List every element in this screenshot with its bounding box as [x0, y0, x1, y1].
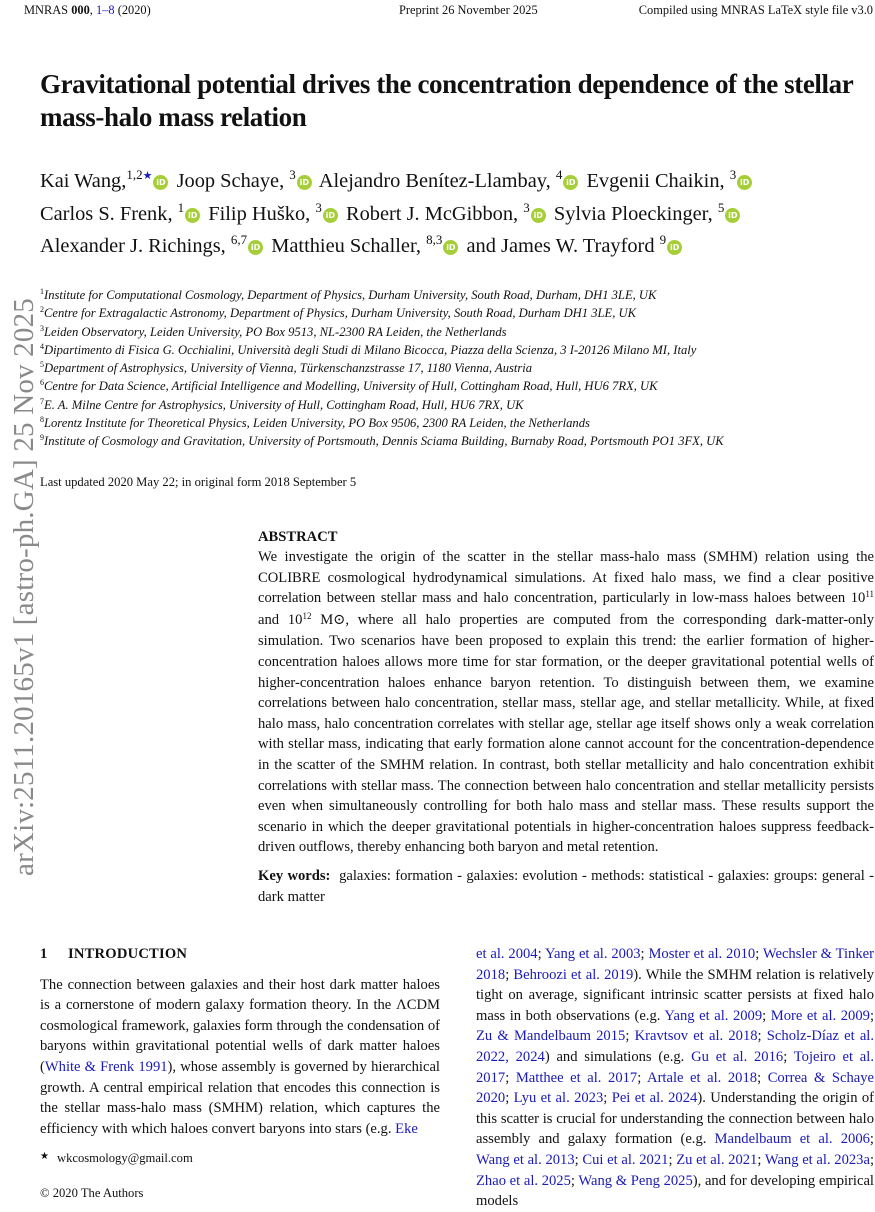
orcid-icon[interactable]: iD — [323, 208, 338, 223]
journal-citation: MNRAS 000, 1–8 (2020) — [24, 3, 151, 17]
last-updated: Last updated 2020 May 22; in original form 2018 September 5 — [40, 475, 357, 489]
volume: 000 — [71, 3, 90, 17]
affiliation-list — [40, 287, 860, 452]
citation-link[interactable]: Matthee et al. 2017 — [515, 1069, 638, 1086]
author — [586, 167, 755, 192]
footnote-star-icon: ★ — [40, 1151, 49, 1162]
body-text: ), and for developing empirical models — [476, 1172, 874, 1210]
body-text: ; — [783, 1048, 794, 1065]
body-text: ; — [603, 1090, 612, 1107]
affiliation: $^4$Dipartimento di Fisica G. Occhialini, Università degli Studi di Milano Bicocca, Piazza della Scienza, 3 I-20126 Milano MI, Italy — [40, 341, 697, 357]
body-text: ; — [570, 1172, 579, 1189]
author — [553, 200, 744, 225]
citation-link[interactable]: Artale et al. 2018 — [647, 1069, 758, 1086]
orcid-icon[interactable]: iD — [531, 208, 546, 223]
author — [40, 167, 171, 192]
orcid-icon[interactable]: iD — [297, 175, 312, 190]
footnote-email[interactable]: wkcosmology@gmail.com — [56, 1151, 193, 1165]
citation-link[interactable]: Wang et al. 2013 — [476, 1151, 575, 1168]
introduction-right-column — [476, 944, 874, 1212]
citation-link[interactable]: More et al. 2009 — [770, 1007, 870, 1024]
affiliation-marker: 1,2 — [126, 167, 143, 182]
citation-link[interactable]: Zu et al. 2021 — [676, 1151, 758, 1168]
body-text: ; — [574, 1151, 583, 1168]
orcid-icon[interactable]: iD — [248, 240, 263, 255]
citation-link[interactable]: Lyu et al. 2023 — [513, 1090, 604, 1107]
citation-link[interactable]: Yang et al. 2009 — [664, 1007, 763, 1024]
author-name: Robert J. McGibbon, — [345, 203, 519, 225]
author-name: Joop Schaye, — [176, 170, 285, 192]
affiliation-marker: 3 — [315, 200, 322, 215]
citation-link[interactable]: Wang & Peng 2025 — [578, 1172, 693, 1189]
affiliation: $^6$Centre for Data Science, Artificial Intelligence and Modelling, University of Hull, Cottingham Road, Hull, HU6 7RX, UK — [40, 378, 658, 394]
orcid-icon[interactable]: iD — [563, 175, 578, 190]
body-text: ; — [755, 946, 763, 962]
orcid-icon[interactable]: iD — [443, 240, 458, 255]
paper-title: Gravitational potential drives the concentration dependence of the stellar mass-halo mass relation — [40, 69, 853, 132]
body-text: ) and simulations (e.g. — [544, 1048, 692, 1065]
keywords-label: Key words: — [258, 867, 331, 884]
corresponding-star-icon[interactable]: ★ — [142, 170, 153, 182]
affiliation-marker: 1 — [177, 200, 185, 215]
affiliation-marker: 3 — [523, 200, 530, 215]
author-list — [40, 166, 870, 263]
body-text: ; — [505, 1069, 516, 1086]
affiliation-marker: 5 — [717, 200, 725, 215]
affiliation: $^7$E. A. Milne Centre for Astrophysics, University of Hull, Cottingham Road, Hull, HU6 7RX, UK — [40, 396, 524, 412]
citation-link[interactable]: Cui et al. 2021 — [582, 1151, 669, 1168]
pages-link[interactable]: 1–8 — [95, 3, 115, 17]
body-text: ; — [505, 966, 514, 983]
introduction-left-column — [40, 944, 440, 1139]
arxiv-stamp: arXiv:2511.20165v1 [astro-ph.GA] 25 Nov 2025 — [8, 298, 40, 876]
affiliation-marker: 3 — [289, 167, 296, 182]
body-text: ). While the SMHM relation is relatively tight on average, significant intrinsic scatter persists at fixed halo mass in both observations (e.g. — [476, 966, 875, 1024]
author — [208, 200, 341, 225]
affiliation: $^5$Department of Astrophysics, University of Vienna, Türkenschanzstrasse 17, 1180 Vienna, Austria — [40, 360, 533, 376]
author — [40, 232, 266, 257]
citation-link[interactable]: Kravtsov et al. 2018 — [634, 1028, 758, 1045]
abstract-heading: ABSTRACT — [258, 529, 338, 545]
body-text: ; — [757, 1151, 765, 1168]
affiliation: $^1$Institute for Computational Cosmology, Department of Physics, Durham University, South Road, Durham, DH1 3LE, UK — [40, 287, 657, 302]
author-name: Filip Huško, — [208, 203, 311, 225]
citation-link[interactable]: Gu et al. 2016 — [691, 1048, 784, 1065]
orcid-icon[interactable]: iD — [667, 240, 682, 255]
orcid-icon[interactable]: iD — [737, 175, 752, 190]
affiliation: $^3$Leiden Observatory, Leiden University, PO Box 9513, NL-2300 RA Leiden, the Netherlands — [40, 323, 507, 339]
body-text: ; — [869, 1007, 874, 1024]
citation-link[interactable]: Yang et al. 2003 — [544, 946, 641, 962]
orcid-icon[interactable]: iD — [153, 175, 168, 190]
abstract-text: We investigate the origin of the scatter in the stellar mass-halo mass (SMHM) relation using the COLIBRE cosmological hydrodynamical simulations. At fixed halo mass, we find a clear positive correlation between stellar mass and halo concentration, particularly in low-mass haloes between $10^{11}$ and $10^{12}$ M⊙, where all halo properties are computed from the corresponding dark-matter-only simulation. Two scenarios have been proposed to explain this trend: the earlier formation of higher-concentration haloes allows more time for star formation, or the deeper gravitational potential wells of higher-concentration haloes enhance baryon retention. To distinguish between them, we examine correlations between halo concentration, stellar mass, stellar age, and stellar metallicity. While, at fixed halo mass, halo concentration correlates with stellar age, stellar age itself shows only a weak correlation with stellar mass, indicating that early formation alone cannot account for the concentration-dependence in the scatter of the SMHM relation. In contrast, both stellar metallicity and halo concentration exhibit correlations with stellar mass. The connection between halo concentration and stellar metallicity persists even when simultaneously controlling for both halo mass and stellar mass. These results support the scenario in which the deeper gravitational potentials in higher-concentration haloes suppress feedback-driven outflows, thereby enhancing both baryon and metal retention. — [258, 549, 874, 856]
preprint-date: Preprint 26 November 2025 — [399, 3, 538, 17]
author-name: Carlos S. Frenk, — [40, 203, 173, 225]
author-name: Alexander J. Richings, — [40, 235, 226, 257]
intro-paragraph: The connection between galaxies and their host dark matter haloes is a cornerstone of modern galaxy formation theory. In the ΛCDM cosmological framework, galaxies form through the condensation of baryons within gravitational potential wells of dark matter haloes (White & Frenk 1991), whose assembly is governed by hierarchical growth. A central empirical relation that encodes this connection is the stellar mass-halo mass (SMHM) relation, which captures the efficiency with which haloes convert baryons into stars (e.g. Eke — [40, 976, 440, 1137]
affiliation-marker: 4 — [555, 167, 563, 182]
citation-link[interactable]: Correa & Schaye 2020 — [476, 1069, 875, 1107]
citation-link[interactable]: et al. 2004 — [476, 946, 538, 962]
citation-link[interactable]: Behroozi et al. 2019 — [513, 966, 634, 983]
body-text: ; — [869, 1151, 875, 1168]
author-name: and James W. Trayford — [466, 235, 655, 257]
citation-link[interactable]: Moster et al. 2010 — [648, 946, 756, 962]
affiliation: $^9$Institute of Cosmology and Gravitation, University of Portsmouth, Dennis Sciama Building, Burnaby Road, Portsmouth PO1 3FX, UK — [40, 433, 724, 449]
citation-link[interactable]: Scholz-Díaz et al. 2022, 2024 — [476, 1028, 875, 1065]
affiliation-marker: 8,3 — [426, 232, 443, 247]
body-text: ; — [757, 1069, 768, 1086]
running-header — [0, 0, 875, 22]
compiled-note: Compiled using MNRAS LaTeX style file v3.0 — [638, 3, 873, 17]
author-name: Alejandro Benítez-Llambay, — [318, 170, 551, 192]
keywords-text: galaxies: formation - galaxies: evolution - methods: statistical - galaxies: groups: general - dark matter — [258, 867, 875, 905]
citation-link[interactable]: Eke — [395, 1120, 418, 1137]
footnote — [40, 1151, 193, 1166]
body-text: ; — [625, 1028, 635, 1045]
body-text: ; — [640, 946, 649, 962]
affiliation: $^2$Centre for Extragalactic Astronomy, Department of Physics, Durham University, South Road, Durham DH1 3LE, UK — [40, 305, 636, 321]
citation-link[interactable]: White & Frenk 1991 — [44, 1058, 168, 1075]
body-text: ; — [762, 1007, 771, 1024]
orcid-icon[interactable]: iD — [185, 208, 200, 223]
orcid-icon[interactable]: iD — [725, 208, 740, 223]
author — [318, 167, 582, 192]
body-text: ; — [869, 1131, 874, 1148]
section-heading-introduction: 1 INTRODUCTION — [40, 946, 188, 962]
affiliation-marker: 9 — [659, 232, 667, 247]
citation-link[interactable]: Wechsler & Tinker 2018 — [476, 946, 874, 983]
body-text: ; — [637, 1069, 648, 1086]
body-text: ; — [505, 1090, 514, 1107]
author — [345, 200, 549, 225]
author-name: Sylvia Ploeckinger, — [553, 203, 713, 225]
author-name: Kai Wang, — [40, 170, 127, 192]
body-text: ; — [757, 1028, 767, 1045]
abstract-section — [258, 527, 874, 907]
body-text: ; — [537, 946, 545, 962]
citation-link[interactable]: Zu & Mandelbaum 2015 — [476, 1028, 626, 1045]
body-text: ). Understanding the origin of this scatter is crucial for understanding the connection between halo assembly and galaxy formation (e.g. — [476, 1090, 875, 1148]
keywords — [258, 866, 874, 907]
author — [176, 167, 315, 192]
copyright: © 2020 The Authors — [40, 1186, 144, 1200]
intro-paragraph-continued — [476, 944, 874, 1212]
author-name: Matthieu Schaller, — [271, 235, 422, 257]
citation-link[interactable]: Tojeiro et al. 2017 — [476, 1048, 874, 1086]
author-name: Evgenii Chaikin, — [586, 170, 725, 192]
affiliation: $^8$Lorentz Institute for Theoretical Physics, Leiden University, PO Box 9506, 2300 RA Leiden, the Netherlands — [40, 415, 590, 431]
author — [466, 232, 686, 257]
author — [271, 232, 461, 257]
body-text: ; — [668, 1151, 677, 1168]
citation-link[interactable]: Pei et al. 2024 — [611, 1090, 698, 1107]
affiliation-marker: 6,7 — [230, 232, 248, 247]
citation-link[interactable]: Mandelbaum et al. 2006 — [714, 1131, 870, 1148]
author — [40, 200, 203, 225]
affiliation-marker: 3 — [729, 167, 737, 182]
citation-link[interactable]: Zhao et al. 2025 — [476, 1172, 571, 1189]
citation-link[interactable]: Wang et al. 2023a — [764, 1151, 870, 1168]
